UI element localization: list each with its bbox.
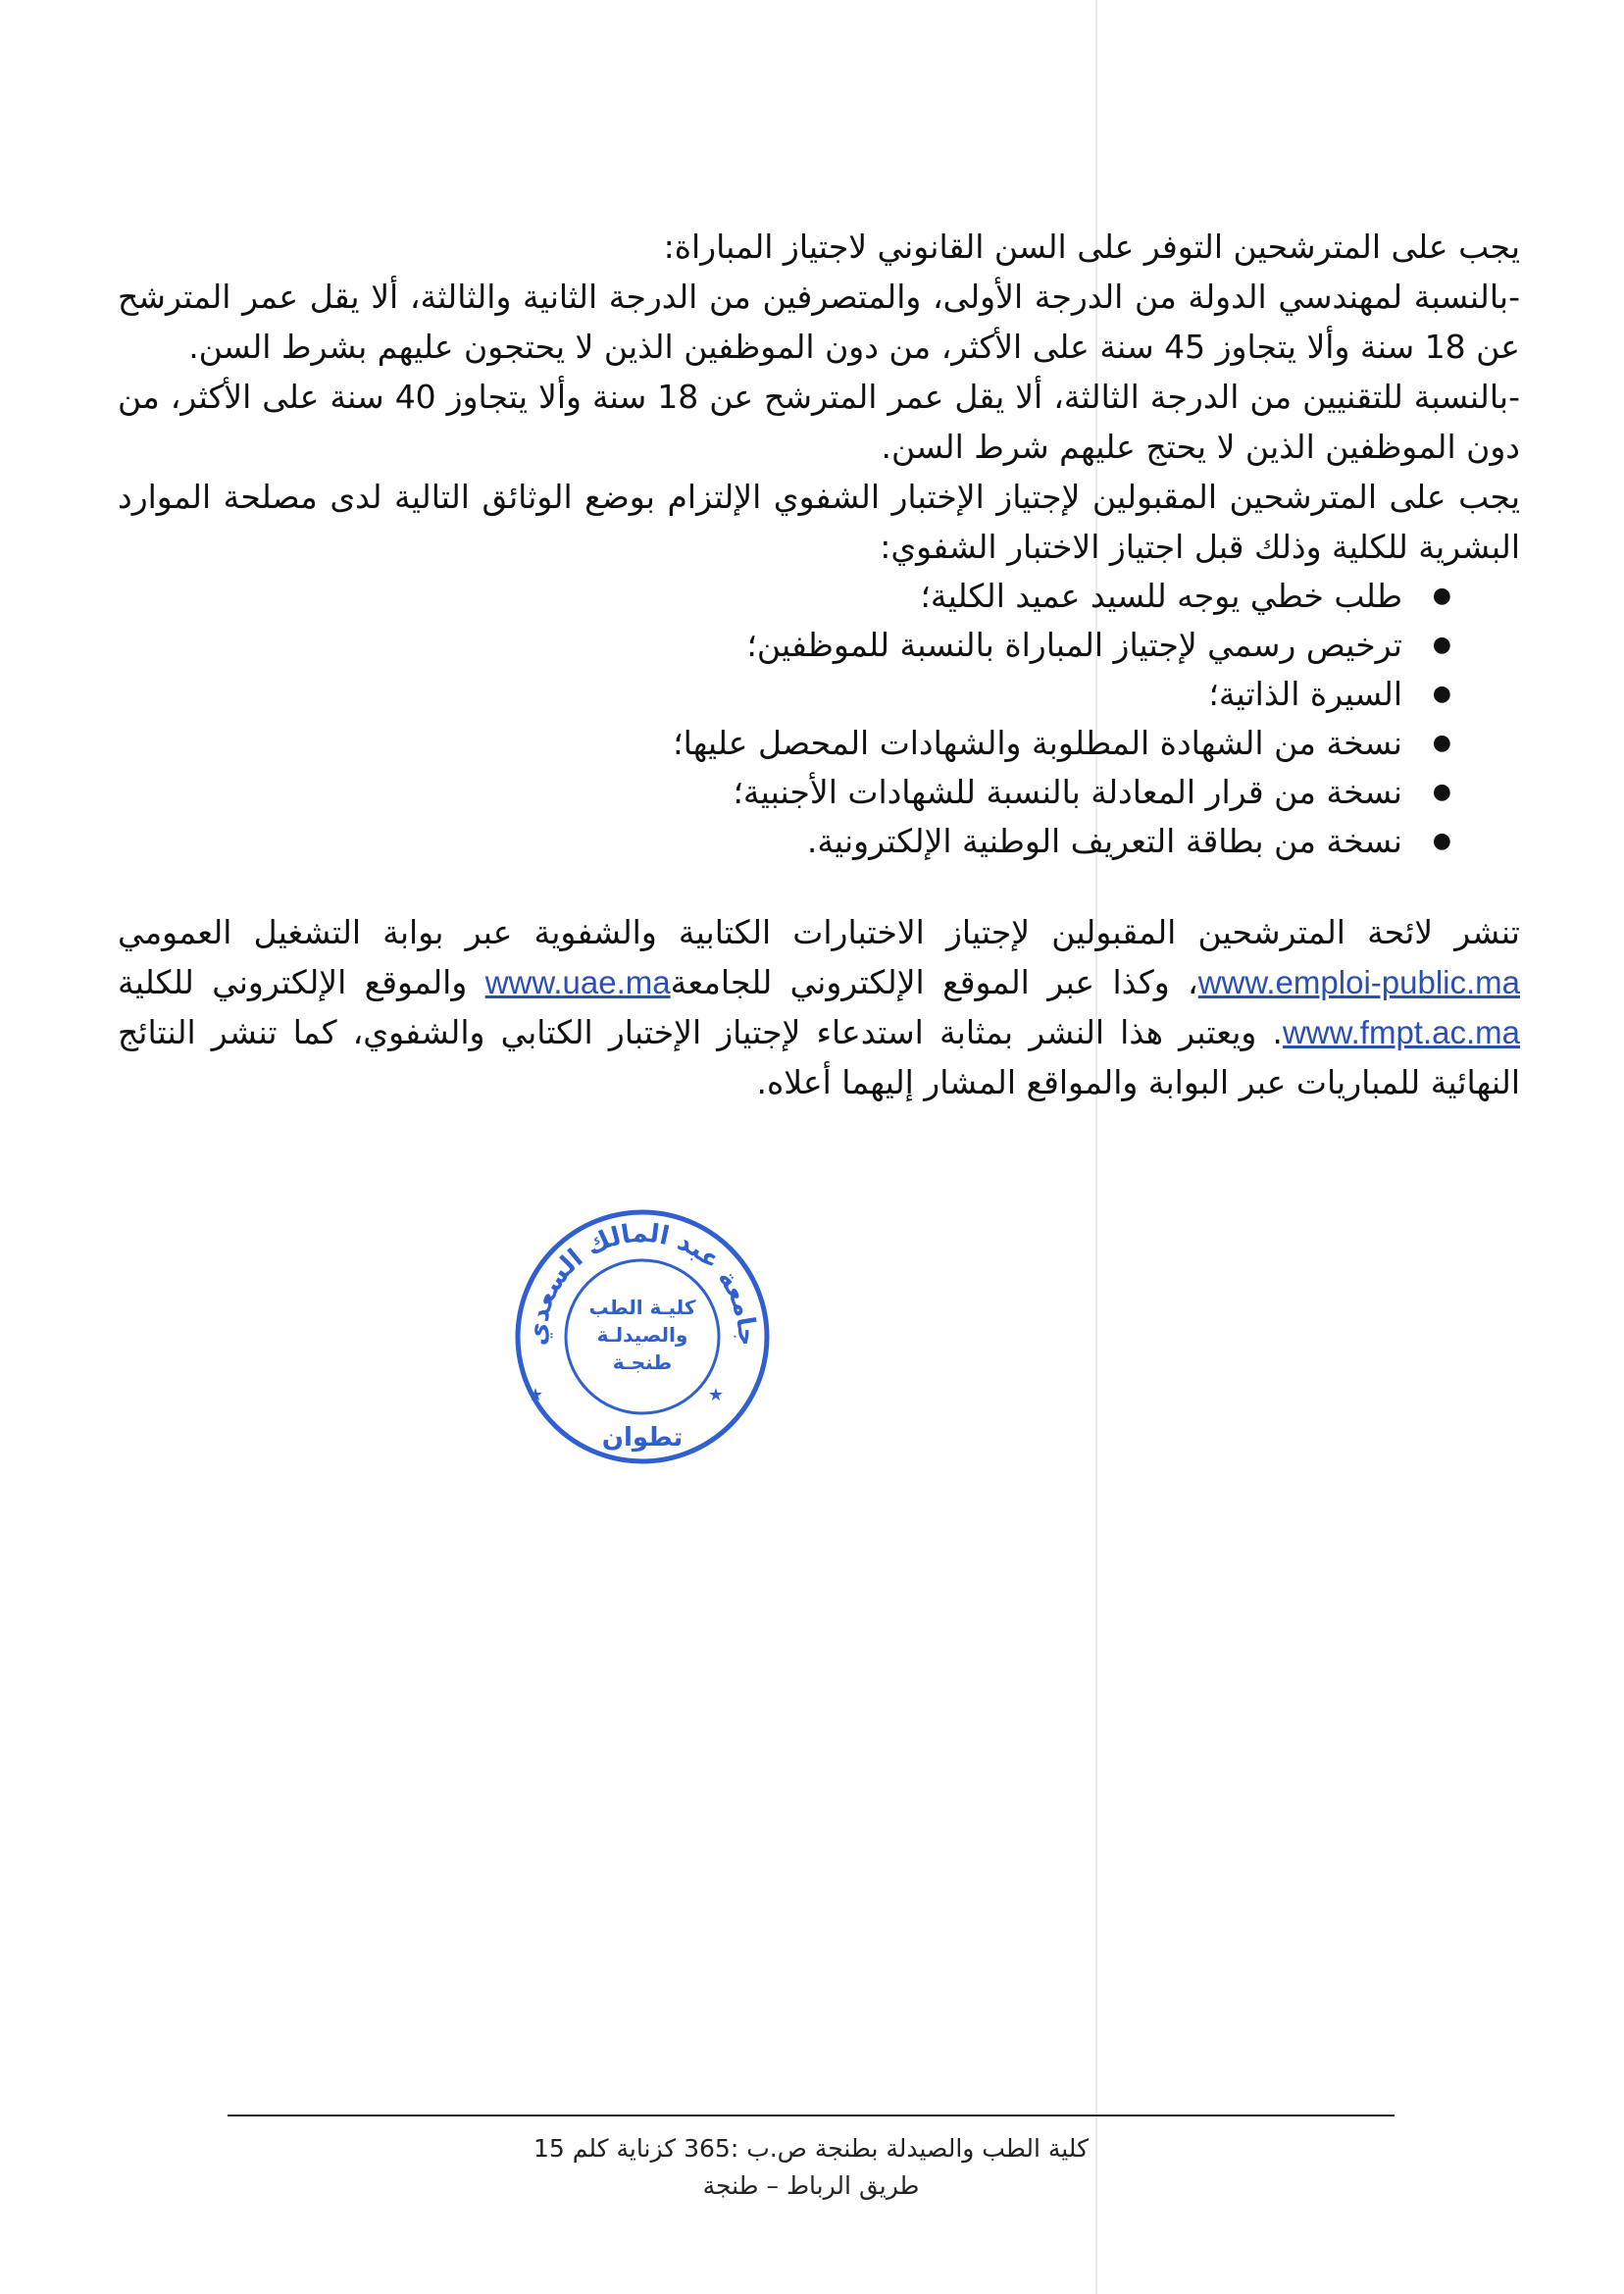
- publication-text-4: . ويعتبر هذا النشر بمثابة استدعاء لإجتياز الإختبار الكتابي والشفوي، كما تنشر النتائج النهائية للمباريات عبر البوابة والمواقع المشار إليهما أعلاه.: [118, 1013, 1520, 1101]
- oral-requirements-paragraph: يجب على المترشحين المقبولين لإجتياز الإختبار الشفوي الإلتزام بوضع الوثائق التالية لدى مصلحة الموارد البشرية للكلية وذلك قبل اجتياز الاختبار الشفوي:: [118, 478, 1520, 566]
- seal-star-left-icon: ★: [527, 1385, 543, 1405]
- uae-link[interactable]: www.uae.ma: [484, 964, 671, 1000]
- publication-text-1: تنشر لائحة المترشحين المقبولين لإجتياز الاختبارات الكتابية والشفوية عبر بوابة التشغيل العمومي: [118, 913, 1520, 951]
- list-item: ● نسخة من بطاقة التعريف الوطنية الإلكترونية.: [118, 817, 1402, 866]
- footer-address-line-1: كلية الطب والصيدلة بطنجة ص.ب :365 كزناية كلم 15: [533, 2134, 1089, 2163]
- emploi-public-link[interactable]: www.emploi-public.ma: [1197, 964, 1520, 1000]
- list-item: ● ترخيص رسمي لإجتياز المباراة بالنسبة للموظفين؛: [118, 621, 1402, 670]
- footer-divider: [228, 2115, 1395, 2116]
- footer-address: [228, 2130, 1395, 2205]
- footer-address-line-2: طريق الرباط – طنجة: [702, 2171, 920, 2200]
- required-documents-list: [118, 572, 1520, 866]
- list-item: ● نسخة من الشهادة المطلوبة والشهادات المحصل عليها؛: [118, 719, 1402, 768]
- publication-text-3: والموقع الإلكتروني للكلية: [118, 963, 485, 1001]
- seal-star-right-icon: ★: [707, 1385, 724, 1405]
- publication-paragraph: [118, 907, 1520, 1107]
- list-item: ● طلب خطي يوجه للسيد عميد الكلية؛: [118, 572, 1402, 621]
- age-intro-paragraph: يجب على المترشحين التوفر على السن القانوني لاجتياز المباراة:: [663, 228, 1520, 266]
- seal-inner-line-3: طنجـة: [612, 1351, 673, 1374]
- faculty-seal-stamp: [510, 1204, 775, 1469]
- fmpt-link[interactable]: www.fmpt.ac.ma: [1282, 1014, 1520, 1050]
- seal-outer-text: جامعة عبد المالك السعدي: [523, 1218, 762, 1347]
- list-item: ● نسخة من قرار المعادلة بالنسبة للشهادات الأجنبية؛: [118, 768, 1402, 817]
- publication-text-2: ، وكذا عبر الموقع الإلكتروني للجامعة: [670, 963, 1198, 1001]
- seal-inner-line-2: والصيدلـة: [596, 1323, 688, 1347]
- age-technicians-paragraph: -بالنسبة للتقنيين من الدرجة الثالثة، ألا يقل عمر المترشح عن 18 سنة وألا يتجاوز 40 سنة على الأكثر، من دون الموظفين الذين لا يحتج عليهم شرط السن.: [118, 378, 1520, 466]
- seal-bottom-text: تطوان: [601, 1423, 684, 1453]
- seal-inner-line-1: كليـة الطب: [588, 1296, 696, 1319]
- list-item: ● السيرة الذاتية؛: [118, 670, 1402, 719]
- document-body: [118, 222, 1520, 1107]
- age-engineers-paragraph: -بالنسبة لمهندسي الدولة من الدرجة الأولى، والمتصرفين من الدرجة الثانية والثالثة، ألا يقل عمر المترشح عن 18 سنة وألا يتجاوز 45 سنة على الأكثر، من دون الموظفين الذين لا يحتجون عليهم بشرط السن.: [118, 278, 1520, 366]
